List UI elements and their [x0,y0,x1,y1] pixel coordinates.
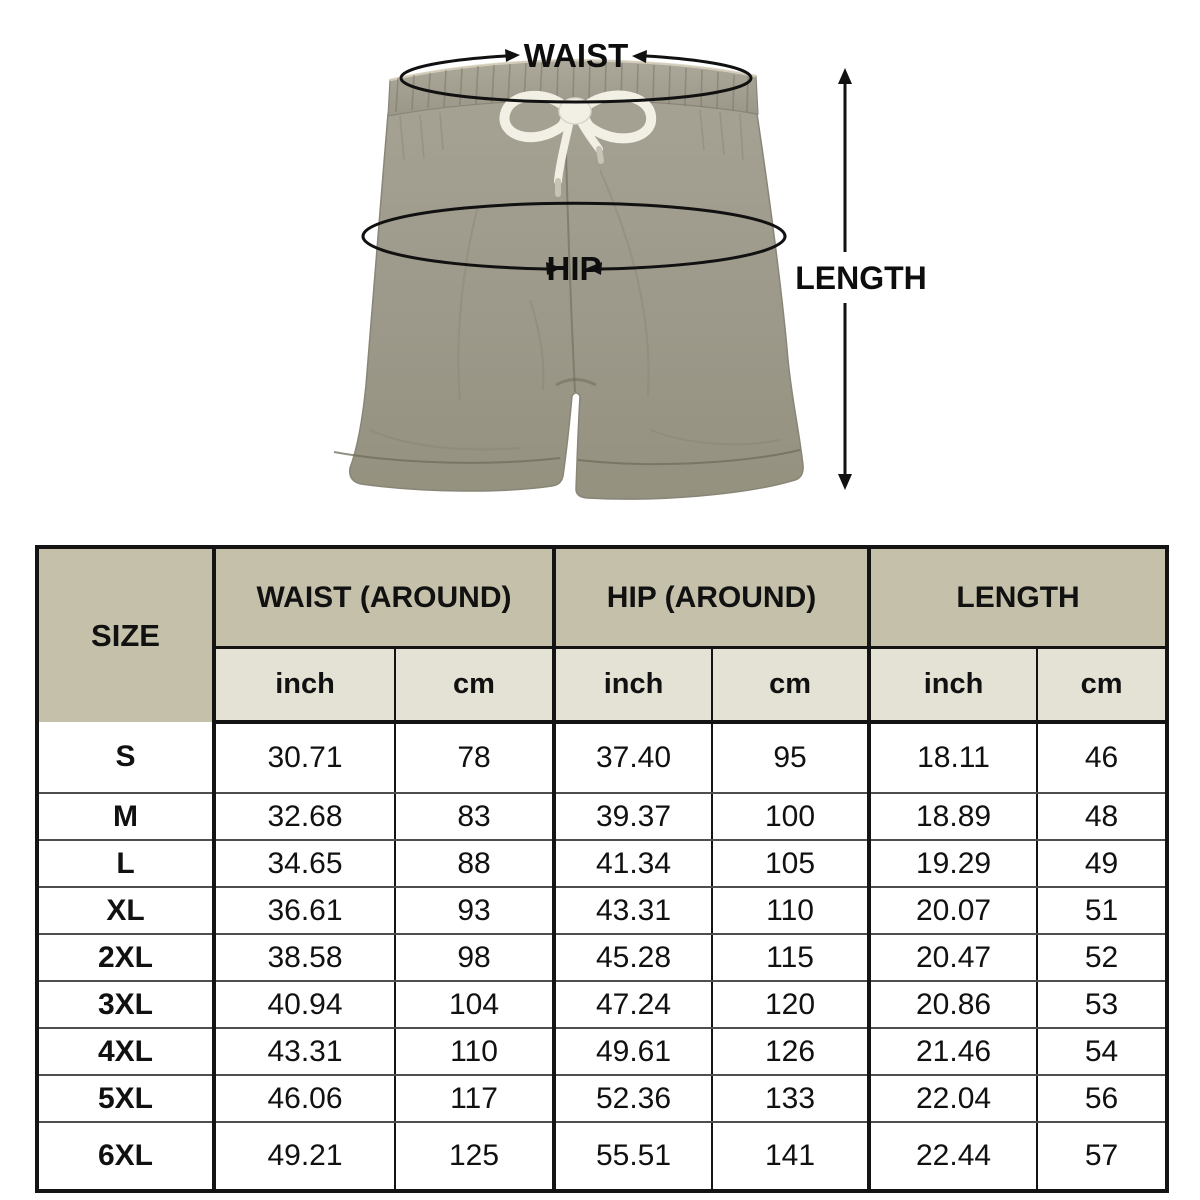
value-cell: 115 [712,934,869,981]
value-cell: 22.04 [869,1075,1037,1122]
value-cell: 54 [1037,1028,1167,1075]
table-row [37,840,1167,887]
size-cell: 2XL [37,934,214,981]
value-cell: 46 [1037,722,1167,793]
size-cell: XL [37,887,214,934]
value-cell: 18.11 [869,722,1037,793]
value-cell: 46.06 [214,1075,395,1122]
size-cell: 4XL [37,1028,214,1075]
size-cell: L [37,840,214,887]
length-cm-header: cm [1037,648,1167,723]
value-cell: 53 [1037,981,1167,1028]
value-cell: 125 [395,1122,554,1191]
value-cell: 83 [395,793,554,840]
value-cell: 20.07 [869,887,1037,934]
value-cell: 21.46 [869,1028,1037,1075]
value-cell: 110 [712,887,869,934]
waist-label: WAIST [523,37,629,74]
value-cell: 120 [712,981,869,1028]
waist-group-header: WAIST (AROUND) [214,547,554,648]
value-cell: 20.86 [869,981,1037,1028]
value-cell: 18.89 [869,793,1037,840]
length-arrow-up-icon [838,68,852,84]
value-cell: 40.94 [214,981,395,1028]
value-cell: 52 [1037,934,1167,981]
table-row [37,934,1167,981]
size-chart-table [35,545,1169,1193]
value-cell: 104 [395,981,554,1028]
table-row [37,722,1167,793]
waist-inch-header: inch [214,648,395,723]
waist-arrow-left-icon [505,49,520,62]
value-cell: 98 [395,934,554,981]
hip-inch-header: inch [554,648,712,723]
value-cell: 22.44 [869,1122,1037,1191]
size-cell: M [37,793,214,840]
value-cell: 39.37 [554,793,712,840]
hip-label: HIP [546,250,602,287]
shorts-body [350,100,803,499]
table-row [37,1028,1167,1075]
table-row [37,981,1167,1028]
length-inch-header: inch [869,648,1037,723]
value-cell: 126 [712,1028,869,1075]
value-cell: 37.40 [554,722,712,793]
value-cell: 110 [395,1028,554,1075]
value-cell: 49.21 [214,1122,395,1191]
value-cell: 78 [395,722,554,793]
table-row [37,1122,1167,1191]
value-cell: 57 [1084,1139,1119,1172]
value-cell: 41.34 [554,840,712,887]
size-column-header: SIZE [37,547,214,722]
value-cell: 105 [712,840,869,887]
length-group-header: LENGTH [869,547,1167,648]
length-measurement [795,68,927,490]
value-cell: 30.71 [214,722,395,793]
value-cell: 117 [395,1075,554,1122]
value-cell: 49.61 [554,1028,712,1075]
waist-cm-header: cm [395,648,554,723]
value-cell: 49 [1037,840,1167,887]
value-cell: 32.68 [214,793,395,840]
table-row [37,1075,1167,1122]
table-row [37,793,1167,840]
value-cell: 38.58 [214,934,395,981]
hip-group-header: HIP (AROUND) [554,547,869,648]
aglet-right [599,149,601,161]
shorts-measurement-diagram [0,0,1200,535]
value-cell: 100 [712,793,869,840]
value-cell: 52.36 [554,1075,712,1122]
value-cell: 95 [712,722,869,793]
value-cell: 133 [712,1075,869,1122]
value-cell: 51 [1037,887,1167,934]
length-arrow-down-icon [838,474,852,490]
value-cell: 48 [1037,793,1167,840]
size-cell: 5XL [37,1075,214,1122]
value-cell: 36.61 [214,887,395,934]
value-cell: 93 [395,887,554,934]
value-cell: 141 [712,1122,869,1191]
group-header-row [37,547,1167,648]
value-cell: 20.47 [869,934,1037,981]
table-row [37,887,1167,934]
value-cell: 47.24 [554,981,712,1028]
value-cell: 55.51 [554,1122,712,1191]
size-cell: S [37,722,214,793]
value-cell: 19.29 [869,840,1037,887]
value-cell: 43.31 [214,1028,395,1075]
value-cell: 88 [395,840,554,887]
value-cell: 45.28 [554,934,712,981]
size-cell: 3XL [37,981,214,1028]
value-cell: 43.31 [554,887,712,934]
hip-cm-header: cm [712,648,869,723]
value-cell: 34.65 [214,840,395,887]
length-label: LENGTH [795,260,927,296]
value-cell: 56 [1037,1075,1167,1122]
size-cell: 6XL [37,1122,214,1191]
